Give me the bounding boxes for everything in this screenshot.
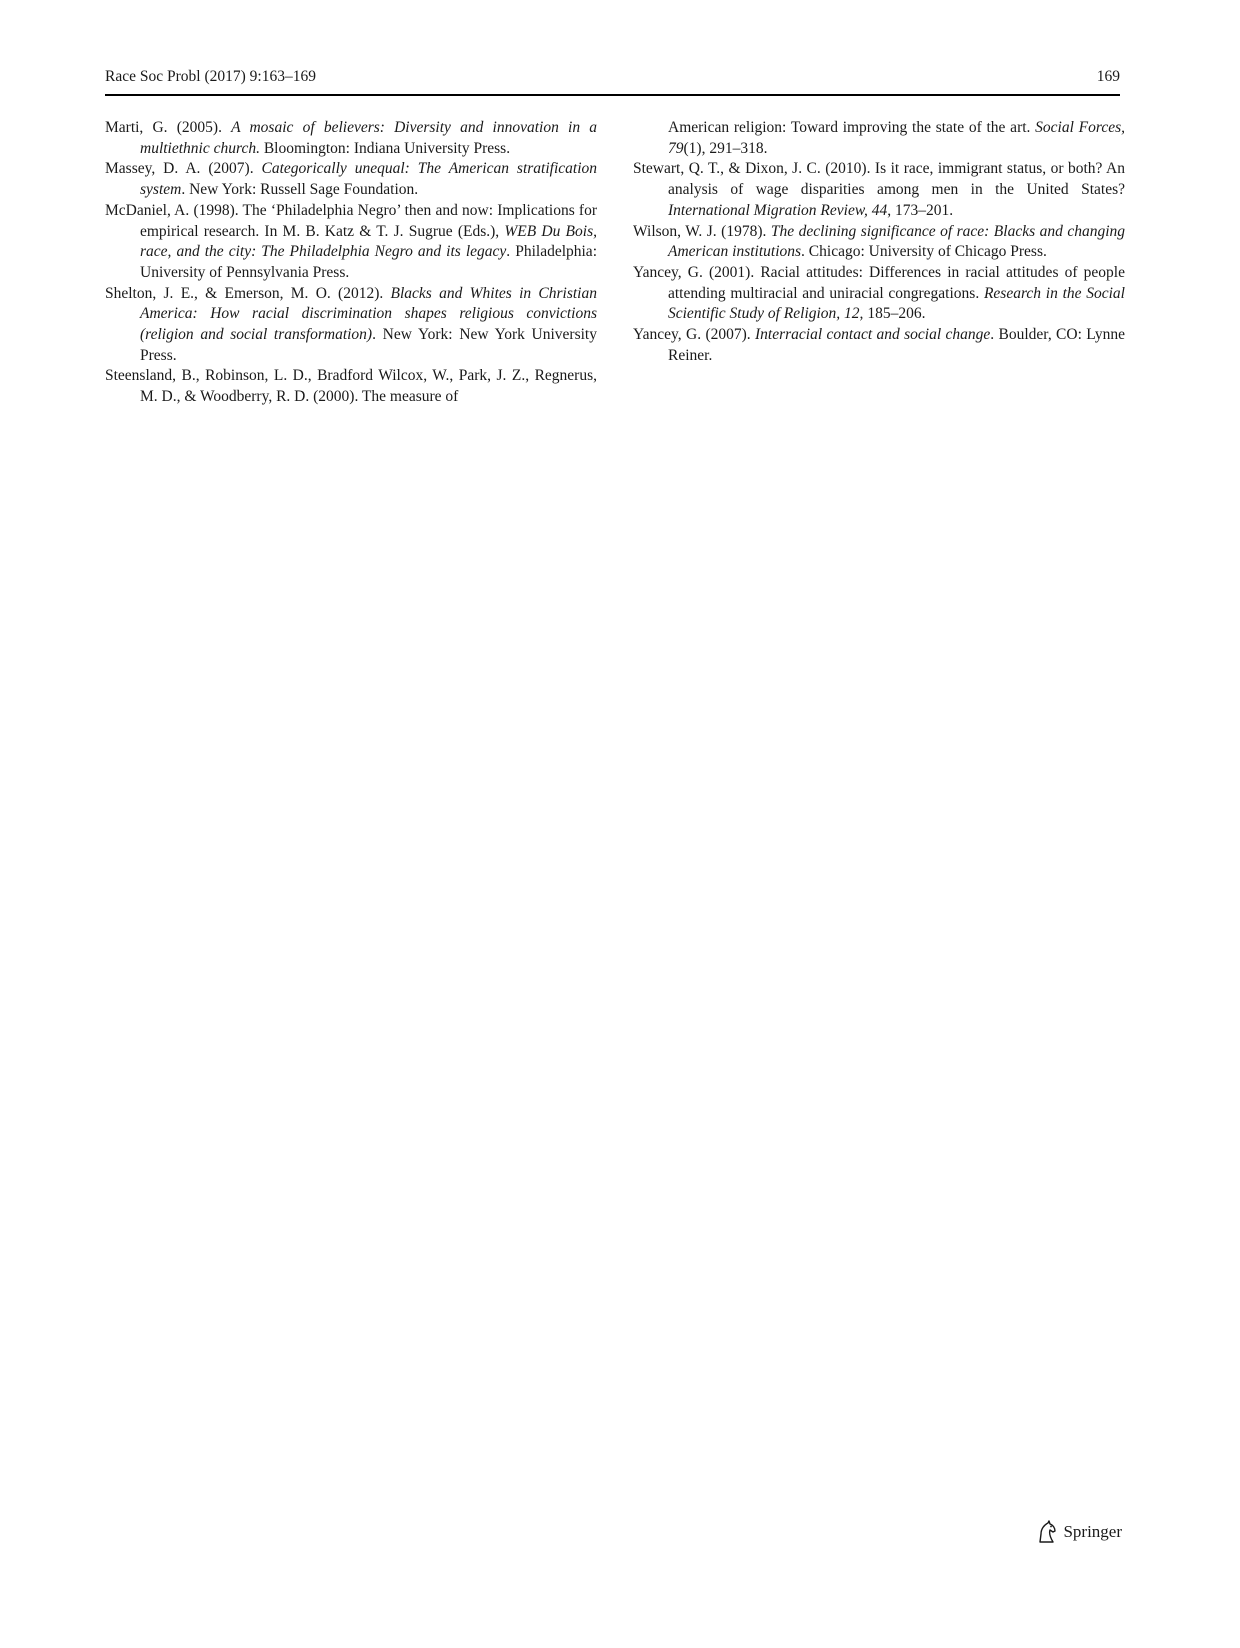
reference-list-right-column: [633, 118, 1125, 366]
reference-title: WEB Du Bois, race, and the city: The Philadelphia Negro and its legacy: [140, 222, 597, 261]
page-number: 169: [1096, 68, 1120, 85]
reference-text: McDaniel, A. (1998). The ‘Philadelphia Negro’ then and now: Implications for empirical research. In M. B. Katz & T. J. Sugrue (Eds.),: [105, 201, 597, 240]
reference-text: , 173–201.: [887, 201, 954, 219]
reference-text: . Boulder, CO: Lynne Reiner.: [668, 326, 1125, 364]
reference-text: Steensland, B., Robinson, L. D., Bradford Wilcox, W., Park, J. Z., Regnerus, M. D., & Woodberry, R. D. (2000). The measure of: [105, 367, 597, 406]
reference-text: . Chicago: University of Chicago Press.: [801, 243, 1047, 261]
reference-entry: [633, 118, 1125, 159]
springer-horse-icon: [1036, 1520, 1058, 1544]
reference-title: International Migration Review, 44: [668, 201, 888, 219]
reference-entry: [633, 159, 1125, 221]
reference-text: . New York: Russell Sage Foundation.: [181, 181, 419, 199]
reference-entry: [105, 118, 597, 159]
publisher-logo: [1036, 1519, 1122, 1545]
reference-entry: [633, 325, 1125, 366]
reference-text: Yancey, G. (2001). Racial attitudes: Differences in racial attitudes of people attending multiracial and uniracial congregations.: [633, 263, 1125, 302]
reference-entry: [105, 201, 597, 284]
reference-title: Research in the Social Scientific Study of Religion, 12,: [668, 284, 1125, 323]
reference-entry: [105, 366, 597, 407]
reference-text: Marti, G. (2005).: [105, 119, 232, 136]
reference-list-left-column: [105, 118, 597, 408]
running-head: [105, 64, 1120, 96]
reference-title: Blacks and Whites in Christian America: How racial discrimination shapes religious convictions (religion and social transformation): [140, 284, 597, 344]
reference-title: Categorically unequal: The American stratification system: [140, 160, 597, 199]
reference-title: The declining significance of race: Blacks and changing American institutions: [668, 222, 1126, 261]
reference-entry: [105, 284, 597, 367]
reference-title: A mosaic of believers: Diversity and innovation in a multiethnic church.: [140, 119, 598, 157]
reference-text: Stewart, Q. T., & Dixon, J. C. (2010). Is it race, immigrant status, or both? An analysis of wage disparities among men in the United States?: [633, 160, 1125, 199]
reference-title: Interracial contact and social change: [755, 326, 991, 344]
reference-entry: [105, 159, 597, 200]
reference-text: 185–206.: [863, 305, 926, 323]
reference-entry: [633, 222, 1125, 263]
reference-text: . Philadelphia: University of Pennsylvania Press.: [140, 243, 597, 281]
reference-text: Massey, D. A. (2007).: [105, 160, 262, 178]
reference-text: Bloomington: Indiana University Press.: [259, 139, 511, 157]
reference-text: Wilson, W. J. (1978).: [633, 222, 771, 240]
reference-text: (1), 291–318.: [683, 139, 768, 157]
reference-entry: [633, 263, 1125, 325]
reference-text: Shelton, J. E., & Emerson, M. O. (2012).: [105, 284, 391, 302]
reference-text: Yancey, G. (2007).: [633, 326, 755, 344]
reference-title: Social Forces, 79: [668, 119, 1125, 157]
journal-citation: Race Soc Probl (2017) 9:163–169: [105, 68, 316, 85]
reference-text: . New York: New York University Press.: [140, 326, 597, 364]
reference-text: American religion: Toward improving the state of the art.: [668, 119, 1036, 136]
publisher-name: Springer: [1063, 1522, 1122, 1541]
